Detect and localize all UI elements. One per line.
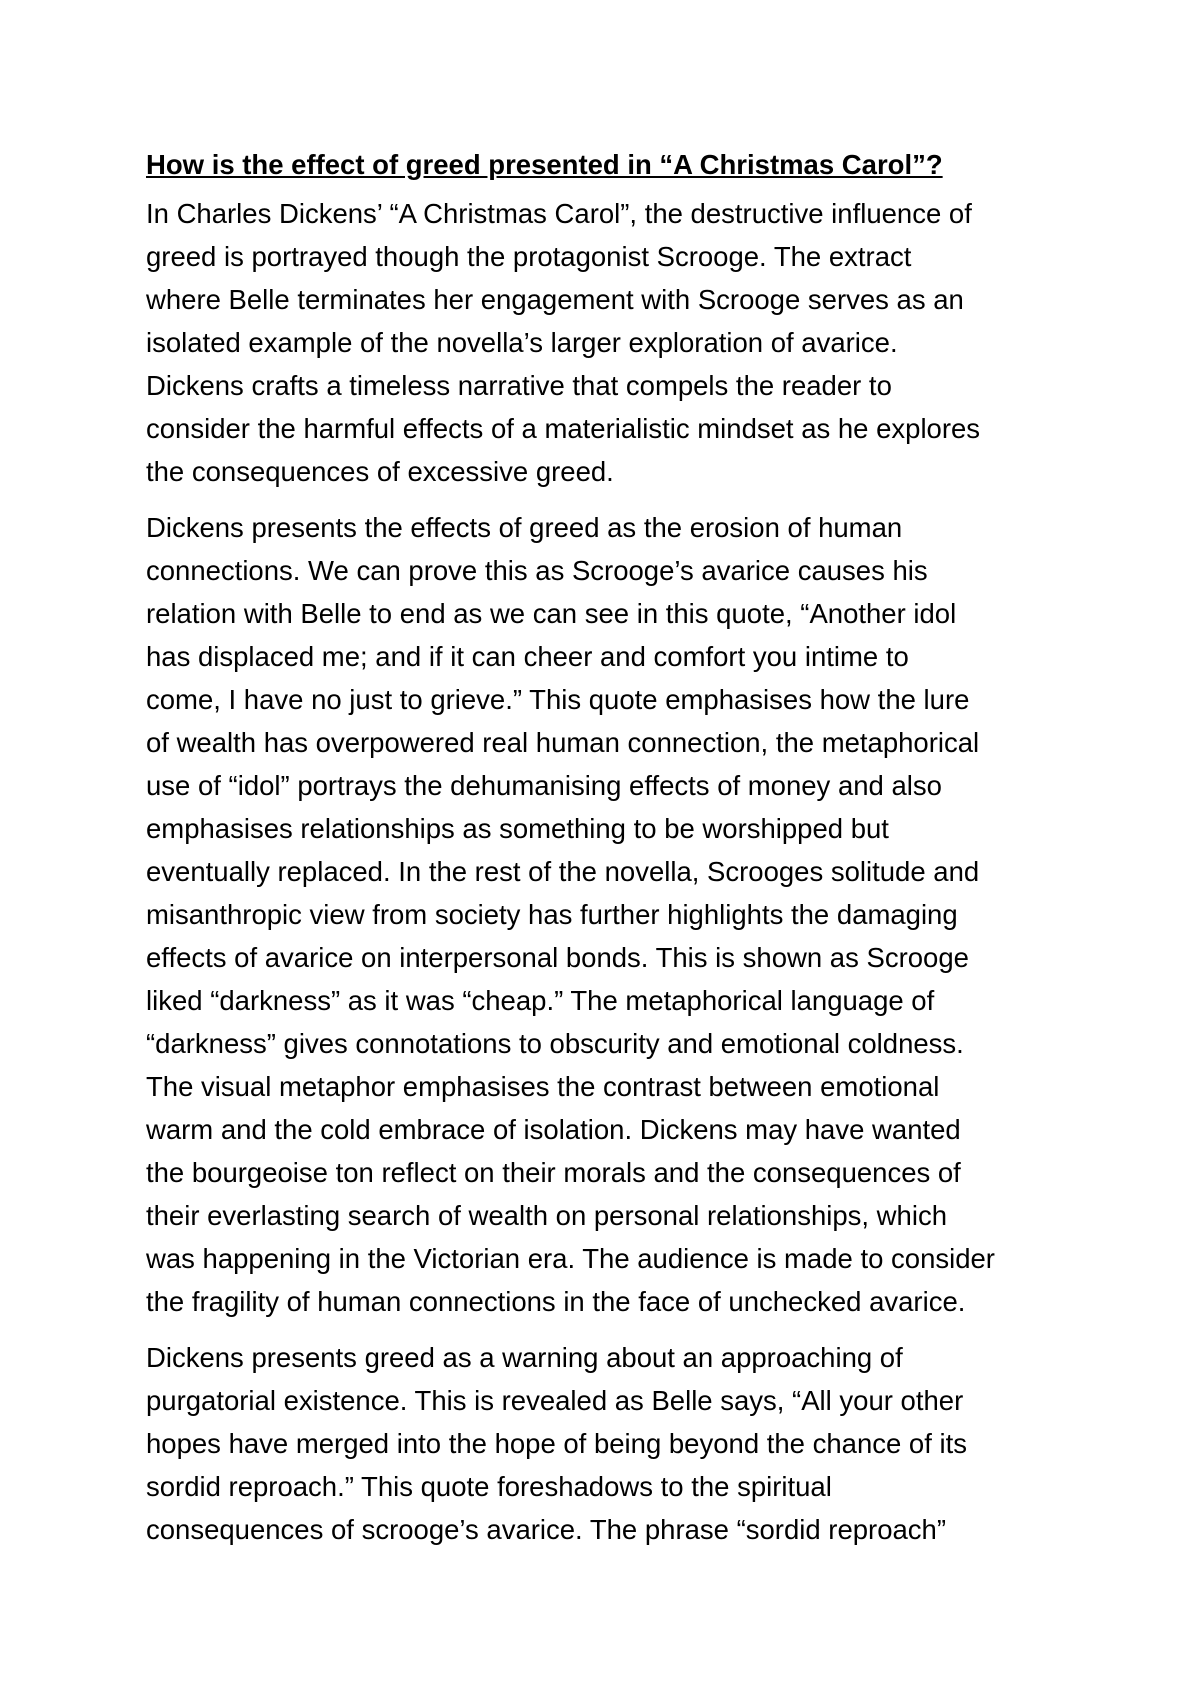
text-line: The visual metaphor emphasises the contrast between emotional [146, 1071, 940, 1102]
text-line: Dickens presents the effects of greed as the erosion of human [146, 512, 903, 543]
text-line: emphasises relationships as something to be worshipped but [146, 813, 889, 844]
text-line: has displaced me; and if it can cheer and comfort you intime to [146, 641, 909, 672]
text-line: connections. We can prove this as Scrooge’s avarice causes his [146, 555, 928, 586]
text-line: In Charles Dickens’ “A Christmas Carol”, the destructive influence of [146, 198, 972, 229]
paragraph-1 [146, 192, 1076, 493]
text-line: consider the harmful effects of a materialistic mindset as he explores [146, 413, 981, 444]
text-line: the consequences of excessive greed. [146, 456, 614, 487]
text-line: the bourgeoise ton reflect on their morals and the consequences of [146, 1157, 961, 1188]
text-line: effects of avarice on interpersonal bonds. This is shown as Scrooge [146, 942, 969, 973]
text-line: isolated example of the novella’s larger exploration of avarice. [146, 327, 898, 358]
text-line: relation with Belle to end as we can see in this quote, “Another idol [146, 598, 957, 629]
text-line: where Belle terminates her engagement with Scrooge serves as an [146, 284, 964, 315]
paragraph-2 [146, 506, 1076, 1323]
text-line: consequences of scrooge’s avarice. The phrase “sordid reproach” [146, 1514, 946, 1545]
text-line: come, I have no just to grieve.” This quote emphasises how the lure [146, 684, 970, 715]
text-line: use of “idol” portrays the dehumanising effects of money and also [146, 770, 942, 801]
document-body [146, 143, 1076, 1564]
text-line: greed is portrayed though the protagonist Scrooge. The extract [146, 241, 912, 272]
text-line: hopes have merged into the hope of being beyond the chance of its [146, 1428, 968, 1459]
text-line: their everlasting search of wealth on personal relationships, which [146, 1200, 947, 1231]
text-line: was happening in the Victorian era. The audience is made to consider [146, 1243, 995, 1274]
text-line: Dickens crafts a timeless narrative that compels the reader to [146, 370, 892, 401]
text-line: Dickens presents greed as a warning about an approaching of [146, 1342, 903, 1373]
text-line: “darkness” gives connotations to obscurity and emotional coldness. [146, 1028, 964, 1059]
text-line: eventually replaced. In the rest of the novella, Scrooges solitude and [146, 856, 980, 887]
text-line: purgatorial existence. This is revealed as Belle says, “All your other [146, 1385, 964, 1416]
paragraph-3 [146, 1336, 1076, 1551]
text-line: warm and the cold embrace of isolation. Dickens may have wanted [146, 1114, 961, 1145]
text-line: sordid reproach.” This quote foreshadows to the spiritual [146, 1471, 832, 1502]
text-line: liked “darkness” as it was “cheap.” The metaphorical language of [146, 985, 935, 1016]
essay-title: How is the effect of greed presented in “A Christmas Carol”? [146, 149, 943, 180]
text-line: misanthropic view from society has further highlights the damaging [146, 899, 958, 930]
text-line: of wealth has overpowered real human connection, the metaphorical [146, 727, 980, 758]
text-line: the fragility of human connections in the face of unchecked avarice. [146, 1286, 966, 1317]
